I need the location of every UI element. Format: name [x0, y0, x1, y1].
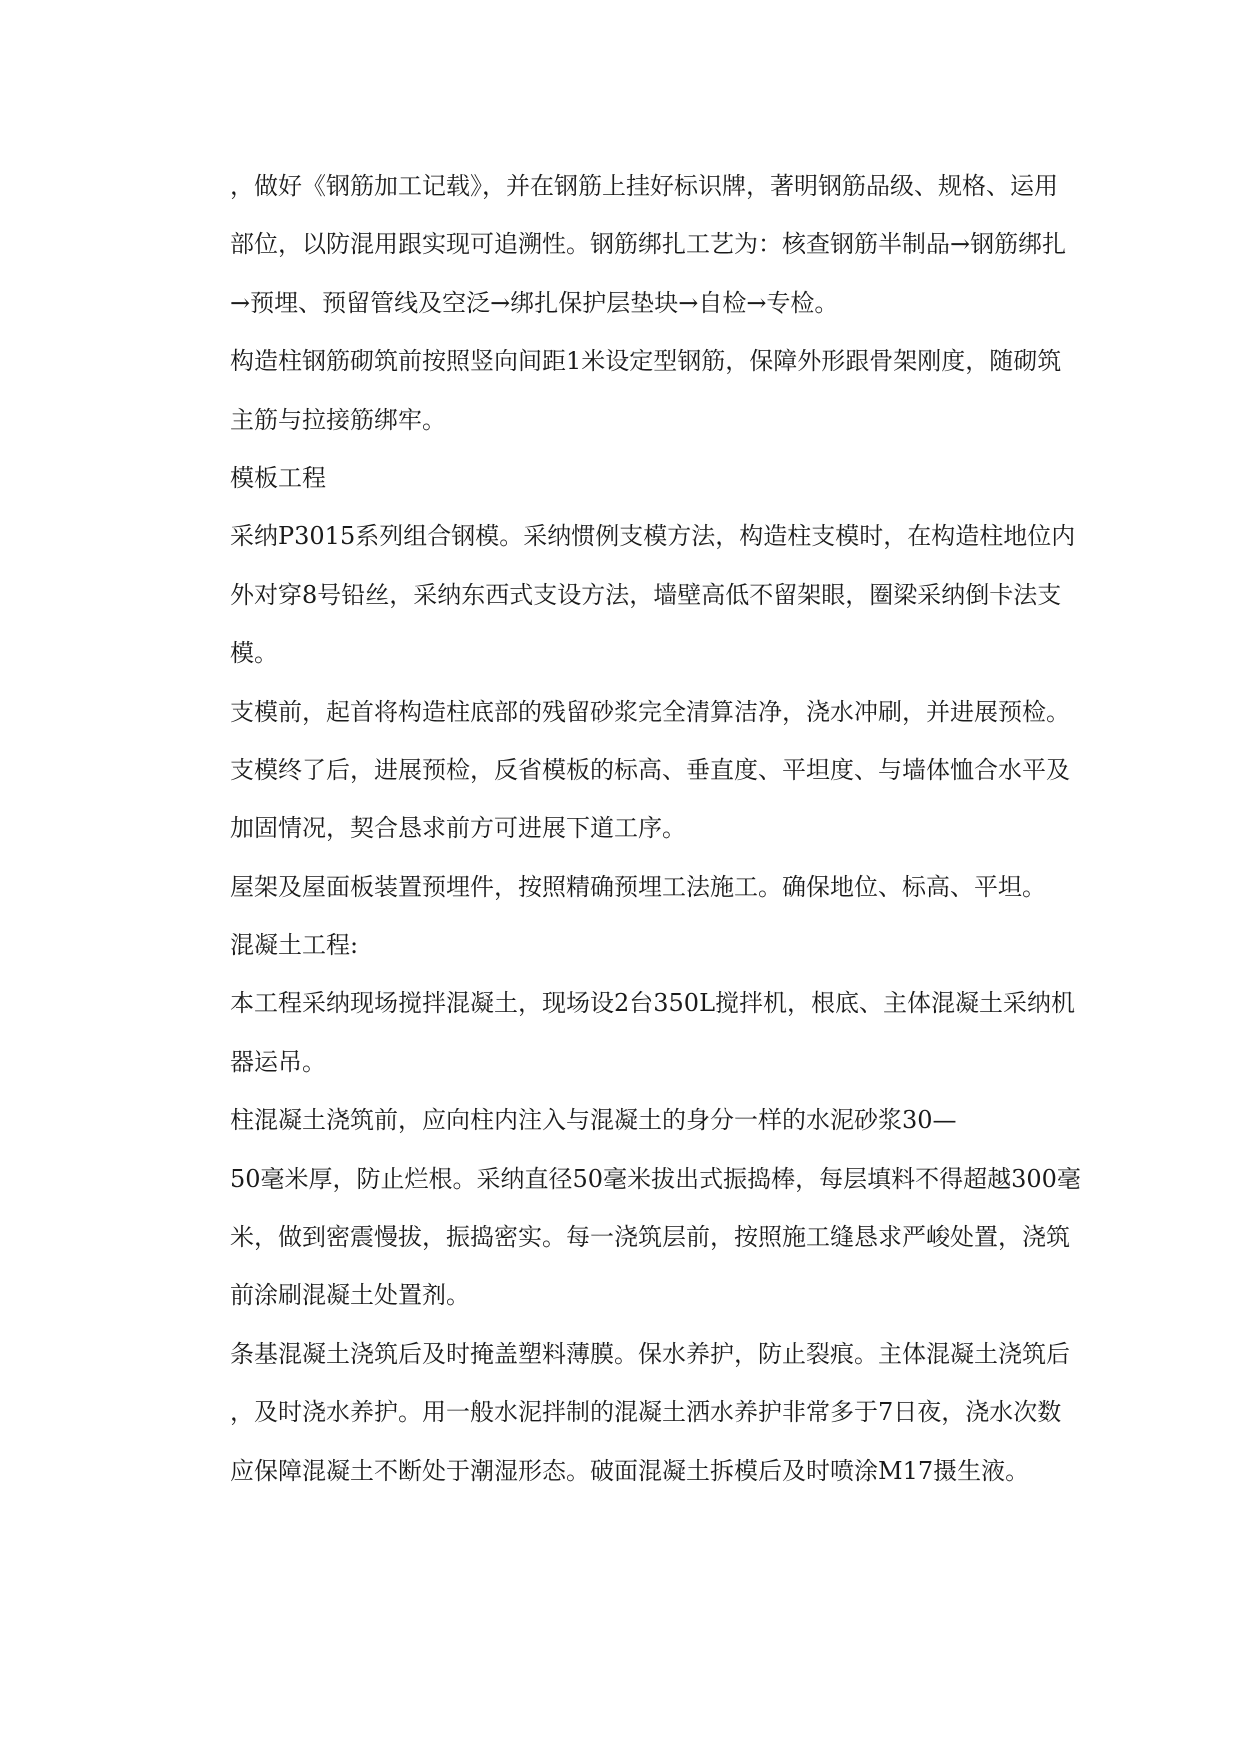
- text-line: 主筋与拉接筋绑牢。: [230, 405, 446, 434]
- text-line: 前涂刷混凝土处置剂。: [230, 1281, 470, 1310]
- text-line: 50毫米厚，防止烂根。采纳直径50毫米拔出式振捣棒，每层填料不得超越300毫: [230, 1164, 1081, 1193]
- text-line: 支模前，起首将构造柱底部的残留砂浆完全清算洁净，浇水冲刷，并进展预检。: [230, 697, 1070, 726]
- text-line: 器运吊。: [230, 1047, 326, 1076]
- text-line: ，做好《钢筋加工记载》，并在钢筋上挂好标识牌，著明钢筋品级、规格、运用: [230, 172, 1058, 200]
- text-line: 应保障混凝土不断处于潮湿形态。破面混凝土拆模后及时喷涂M17摄生液。: [230, 1456, 1030, 1485]
- text-line: 支模终了后，进展预检，反省模板的标高、垂直度、平坦度、与墙体恤合水平及: [230, 755, 1070, 784]
- section-heading: 模板工程: [230, 463, 326, 492]
- document-body: [230, 157, 1110, 1500]
- text-line: →预埋、预留管线及空泛→绑扎保护层垫块→自检→专检。: [230, 288, 839, 317]
- text-line: 采纳P3015系列组合钢模。采纳惯例支模方法，构造柱支模时，在构造柱地位内: [230, 522, 1076, 551]
- text-line: 构造柱钢筋砌筑前按照竖向间距1米设定型钢筋，保障外形跟骨架刚度，随砌筑: [230, 347, 1062, 376]
- text-line: 本工程采纳现场搅拌混凝土，现场设2台350L搅拌机，根底、主体混凝土采纳机: [230, 989, 1076, 1018]
- text-line: 加固情况，契合恳求前方可进展下道工序。: [230, 814, 686, 843]
- text-line: 米，做到密震慢拔，振捣密实。每一浇筑层前，按照施工缝恳求严峻处置，浇筑: [230, 1223, 1070, 1252]
- text-line: 屋架及屋面板装置预埋件，按照精确预埋工法施工。确保地位、标高、平坦。: [230, 872, 1046, 901]
- text-line: 外对穿8号铅丝，采纳东西式支设方法，墙壁高低不留架眼，圈梁采纳倒卡法支: [230, 580, 1062, 609]
- text-line: ，及时浇水养护。用一般水泥拌制的混凝土洒水养护非常多于7日夜，浇水次数: [230, 1398, 1062, 1427]
- section-heading: 混凝土工程:: [230, 931, 359, 960]
- text-line: 柱混凝土浇筑前，应向柱内注入与混凝土的身分一样的水泥砂浆30—: [230, 1106, 957, 1135]
- text-line: 条基混凝土浇筑后及时掩盖塑料薄膜。保水养护，防止裂痕。主体混凝土浇筑后: [230, 1339, 1070, 1368]
- text-line: 部位，以防混用跟实现可追溯性。钢筋绑扎工艺为：核查钢筋半制品→钢筋绑扎: [230, 230, 1067, 259]
- text-line: 模。: [230, 639, 278, 668]
